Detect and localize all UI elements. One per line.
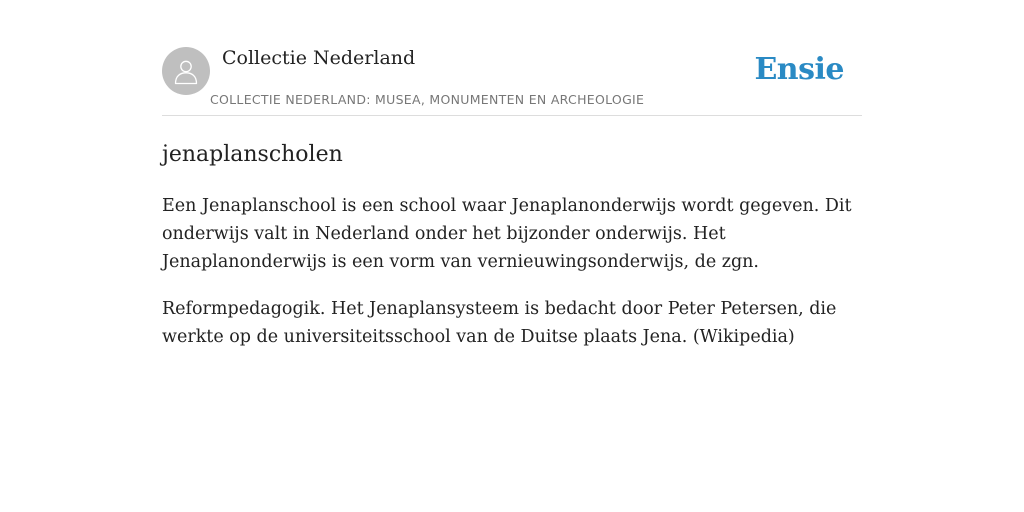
entry-header — [162, 0, 862, 116]
author-name[interactable]: Collectie Nederland — [222, 47, 416, 69]
author-subtitle: COLLECTIE NEDERLAND: MUSEA, MONUMENTEN EN ARCHEOLOGIE — [210, 92, 645, 107]
brand-logo[interactable]: Ensie — [754, 52, 844, 87]
entry-title: jenaplanscholen — [162, 142, 343, 167]
user-silhouette-icon — [171, 56, 201, 86]
definition-paragraph: Reformpedagogik. Het Jenaplansysteem is bedacht door Peter Petersen, die werkte op de universiteitsschool van de Duitse plaats Jena. (Wikipedia) — [162, 299, 837, 347]
author-avatar[interactable] — [162, 47, 210, 95]
definition-paragraph: Een Jenaplanschool is een school waar Jenaplanonderwijs wordt gegeven. Dit onderwijs valt in Nederland onder het bijzonder onderwijs. Het Jenaplanonderwijs is een vorm van vernieuwingsonderwijs, de zgn. — [162, 196, 852, 272]
